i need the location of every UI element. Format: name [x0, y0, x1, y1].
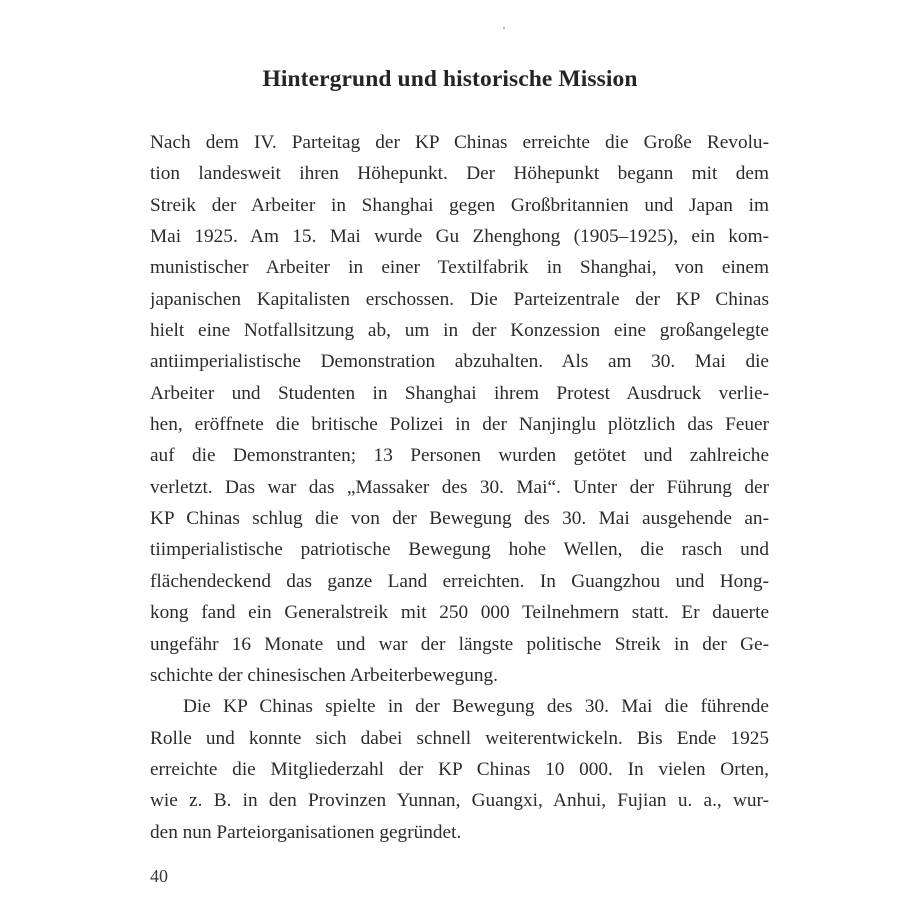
text-line: ungefähr 16 Monate und war der längste politische Streik in der Ge-: [150, 633, 769, 655]
section-title: Hintergrund und historische Mission: [262, 66, 638, 92]
text-line: den nun Parteiorganisationen gegründet.: [150, 821, 462, 843]
body-text: [150, 127, 769, 848]
text-line: hielt eine Notfallsitzung ab, um in der Konzession eine großangelegte: [150, 320, 769, 342]
text-line: antiimperialistische Demonstration abzuhalten. Als am 30. Mai die: [150, 351, 769, 373]
page-number: 40: [150, 866, 168, 886]
text-line: Streik der Arbeiter in Shanghai gegen Großbritannien und Japan im: [150, 194, 769, 216]
text-line: hen, eröffnete die britische Polizei in der Nanjinglu plötzlich das Feuer: [150, 414, 769, 436]
text-line: auf die Demonstranten; 13 Personen wurden getötet und zahlreiche: [150, 445, 769, 467]
text-line: Mai 1925. Am 15. Mai wurde Gu Zhenghong (1905–1925), ein kom-: [150, 226, 769, 248]
text-line: munistischer Arbeiter in einer Textilfabrik in Shanghai, von einem: [150, 257, 769, 279]
print-speck: [503, 27, 505, 29]
text-line: flächendeckend das ganze Land erreichten. In Guangzhou und Hong-: [150, 570, 769, 592]
text-line: Rolle und konnte sich dabei schnell weiterentwickeln. Bis Ende 1925: [150, 727, 769, 749]
text-line: Nach dem IV. Parteitag der KP Chinas erreichte die Große Revolu-: [150, 132, 769, 153]
text-line: kong fand ein Generalstreik mit 250 000 Teilnehmern statt. Er dauerte: [150, 602, 769, 624]
text-line: tiimperialistische patriotische Bewegung hohe Wellen, die rasch und: [150, 539, 769, 561]
text-line: wie z. B. in den Provinzen Yunnan, Guangxi, Anhui, Fujian u. a., wur-: [150, 790, 769, 812]
text-line: erreichte die Mitgliederzahl der KP Chinas 10 000. In vielen Orten,: [150, 758, 769, 780]
paragraph-2: [150, 691, 769, 848]
text-line: verletzt. Das war das „Massaker des 30. Mai“. Unter der Führung der: [150, 476, 769, 498]
paragraph-1: [150, 127, 769, 691]
text-line: japanischen Kapitalisten erschossen. Die Parteizentrale der KP Chinas: [150, 288, 769, 310]
text-line: Arbeiter und Studenten in Shanghai ihrem Protest Ausdruck verlie-: [150, 382, 769, 404]
text-line: Die KP Chinas spielte in der Bewegung des 30. Mai die führende: [183, 696, 769, 718]
text-line: tion landesweit ihren Höhepunkt. Der Höhepunkt begann mit dem: [150, 163, 769, 185]
text-line: schichte der chinesischen Arbeiterbewegung.: [150, 664, 499, 686]
text-line: KP Chinas schlug die von der Bewegung des 30. Mai ausgehende an-: [150, 508, 769, 530]
